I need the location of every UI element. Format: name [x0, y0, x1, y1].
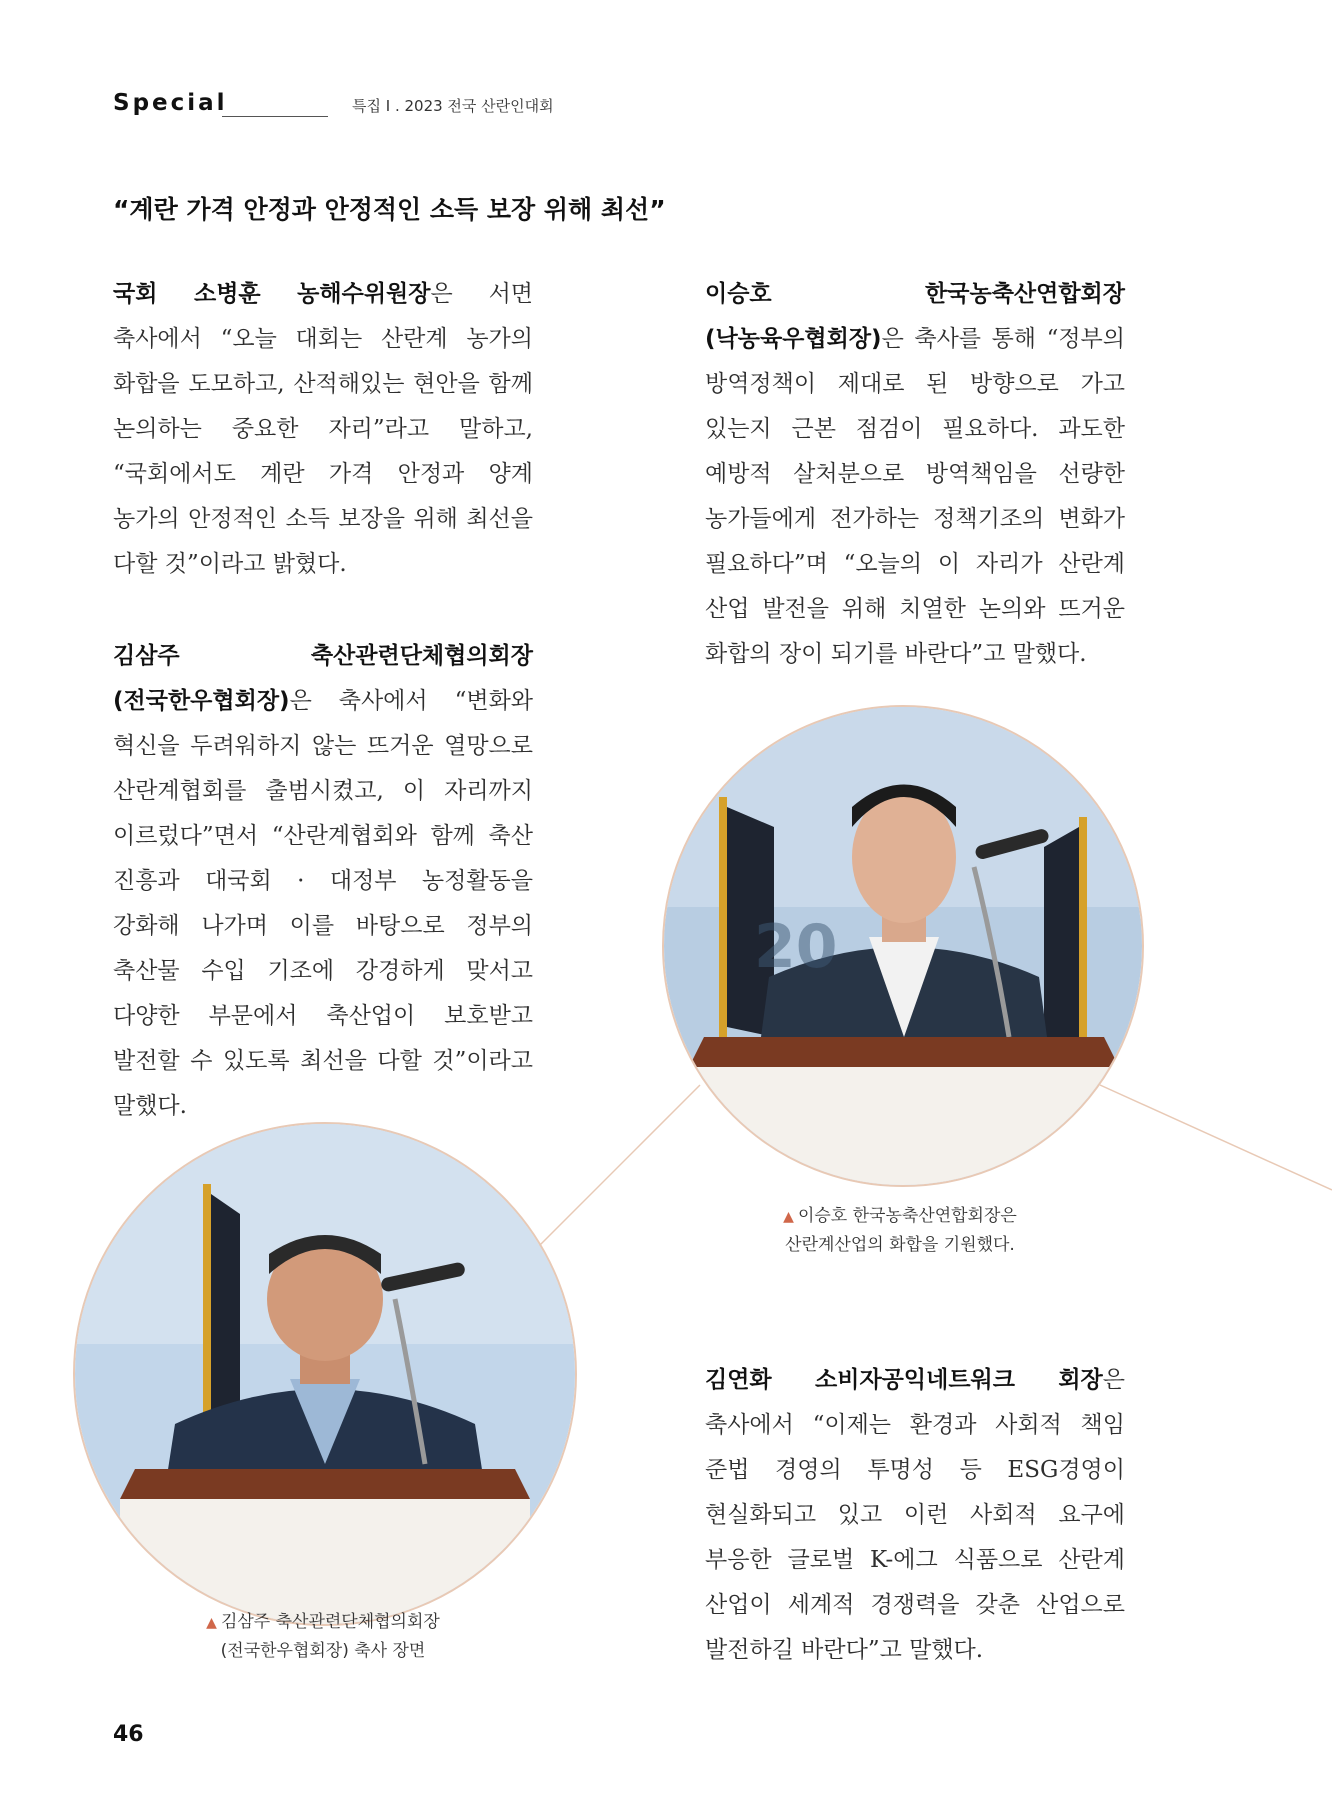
svg-text:20: 20 [754, 912, 838, 982]
photo-lee-seungho [662, 705, 1144, 1187]
photo-caption-lee-seungho [700, 1202, 1100, 1259]
section-title: 특집 I . 2023 전국 산란인대회 [352, 97, 554, 115]
page-number: 46 [113, 1722, 144, 1747]
paragraph-kim-samju [113, 634, 533, 1129]
triangle-icon: ▲ [783, 1209, 794, 1225]
article-headline: “계란 가격 안정과 안정적인 소득 보장 위해 최선” [113, 195, 666, 224]
paragraph-text: 은 축사에서 “변화와 혁신을 두려워하지 않는 뜨거운 열망으로 산란계협회를 출범시켰고, 이 자리까지 이르렀다”면서 “산란계협회와 함께 축산 진흥과 대국회 · 대정부 농정활동을 강화해 나가며 이를 바탕으로 정부의 축산물 수입 기조에 강경하게 맞서고 다양한 부문에서 축산업이 보호받고 발전할 수 있도록 최선을 다할 것”이라고 말했다. [113, 688, 534, 1119]
header-divider [222, 116, 328, 117]
paragraph-so-byeonghun [113, 272, 533, 587]
paragraph-kim-yeonhwa [705, 1358, 1125, 1673]
paragraph-text: 은 축사를 통해 “정부의 방역정책이 제대로 된 방향으로 가고 있는지 근본 점검이 필요하다. 과도한 예방적 살처분으로 방역책임을 선량한 농가들에게 전가하는 정책기조의 변화가 필요하다”며 “오늘의 이 자리가 산란계 산업 발전을 위해 치열한 논의와 뜨거운 화합의 장이 되기를 바란다”고 말했다. [705, 326, 1125, 667]
caption-line: 산란계산업의 화합을 기원했다. [785, 1235, 1015, 1255]
speaker-name: 이승호 한국농축산연합회장(낙농육우협회장) [705, 281, 1125, 352]
caption-line: (전국한우협회장) 축사 장면 [220, 1641, 426, 1661]
caption-line: ▲ 이승호 한국농축산연합회장은 [783, 1206, 1017, 1226]
paragraph-text: 은 축사에서 “이제는 환경과 사회적 책임 준법 경영의 투명성 등 ESG경영이 현실화되고 있고 이런 사회적 요구에 부응한 글로벌 K-에그 식품으로 산란계 산업이 세계적 경쟁력을 갖춘 산업으로 발전하길 바란다”고 말했다. [705, 1367, 1125, 1663]
speaker-name: 국회 소병훈 농해수위원장 [113, 281, 431, 307]
triangle-icon: ▲ [206, 1615, 217, 1631]
paragraph-lee-seungho [705, 272, 1125, 677]
caption-line: ▲ 김삼주 축산관련단체협의회장 [206, 1612, 440, 1632]
speaker-name: 김연화 소비자공익네트워크 회장 [705, 1367, 1103, 1393]
paragraph-text: 은 서면 축사에서 “오늘 대회는 산란계 농가의 화합을 도모하고, 산적해있는 현안을 함께 논의하는 중요한 자리”라고 말하고, “국회에서도 계란 가격 안정과 양계 농가의 안정적인 소득 보장을 위해 최선을 다할 것”이라고 밝혔다. [113, 281, 534, 577]
speaker-name: 김삼주 축산관련단체협의회장(전국한우협회장) [113, 643, 533, 714]
photo-caption-kim-samju [123, 1608, 523, 1665]
magazine-section-label: Special [113, 90, 228, 116]
speaker-at-podium-illustration [75, 1124, 575, 1624]
speaker-at-podium-illustration [664, 707, 1142, 1185]
photo-kim-samju [73, 1122, 577, 1626]
